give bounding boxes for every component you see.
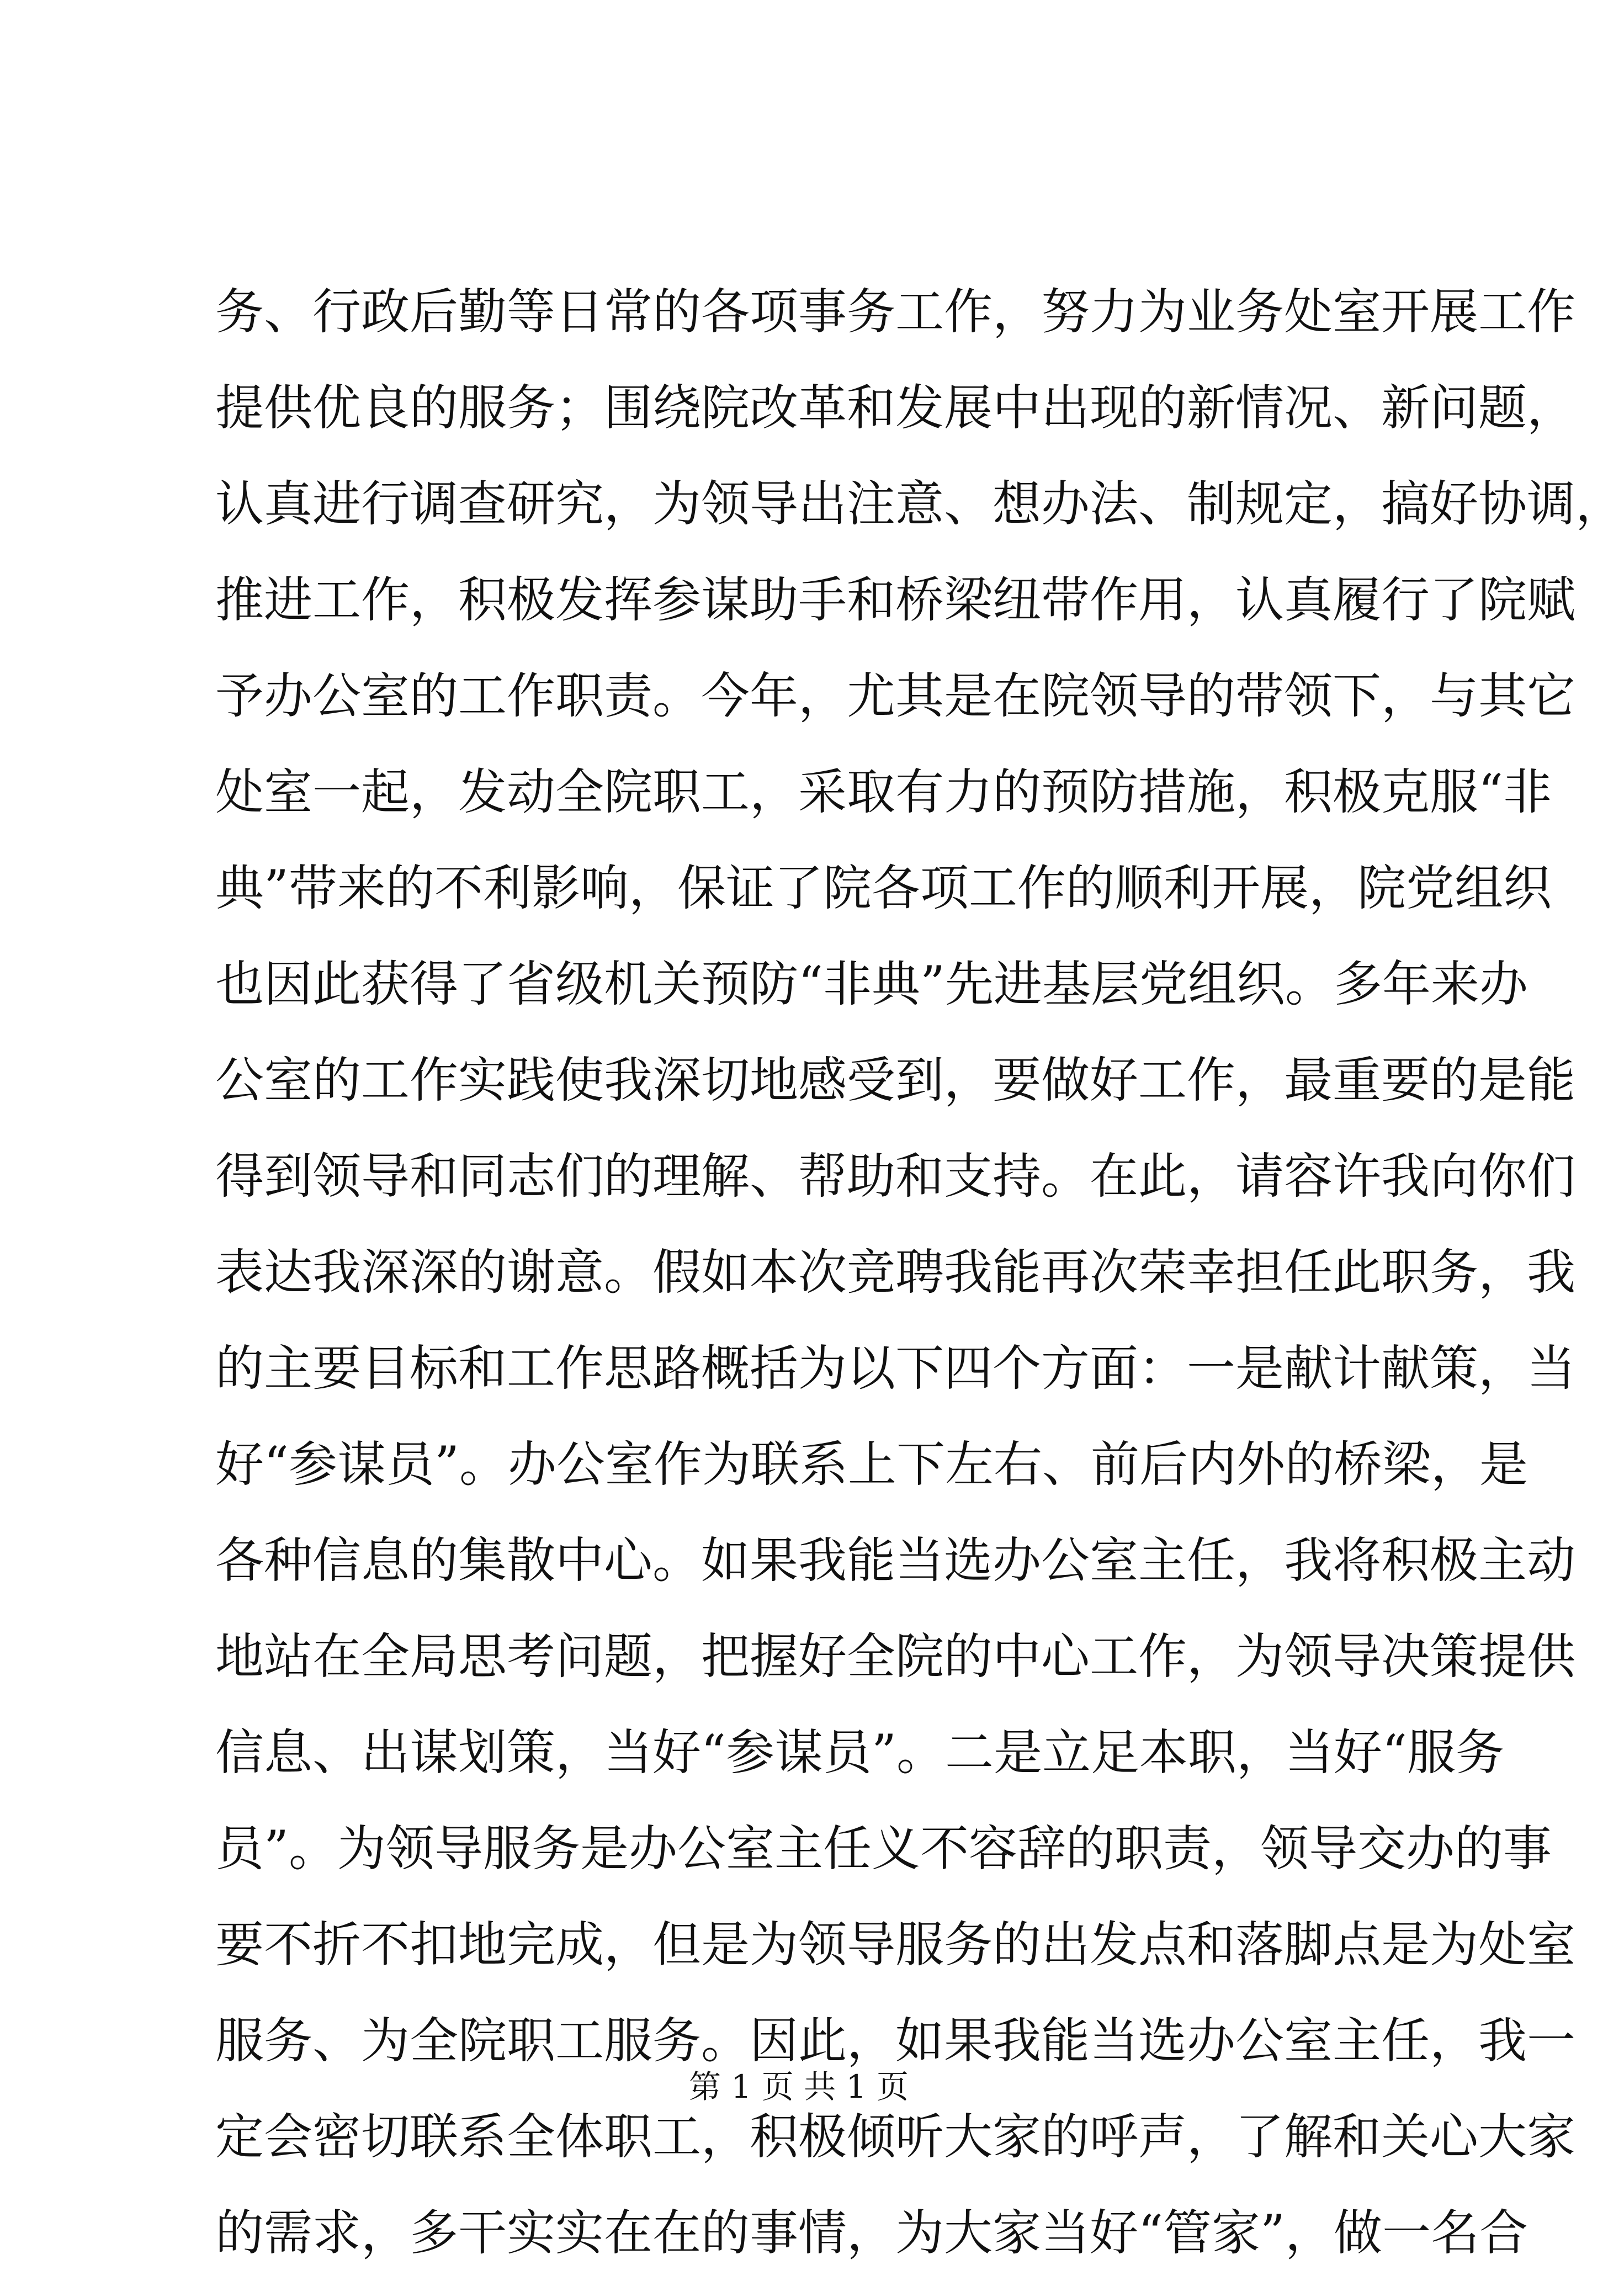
text-line: 员”。为领导服务是办公室主任义不容辞的职责，领导交办的事 (215, 1820, 1552, 1877)
text-line: 提供优良的服务；围绕院改革和发展中出现的新情况、新问题， (215, 379, 1576, 436)
page-footer: 第 1 页 共 1 页 (689, 2068, 909, 2105)
text-line: 地站在全局思考问题，把握好全院的中心工作，为领导决策提供 (215, 1628, 1576, 1685)
text-line: 定会密切联系全体职工，积极倾听大家的呼声，了解和关心大家 (215, 2108, 1576, 2165)
text-line: 予办公室的工作职责。今年，尤其是在院领导的带领下，与其它 (215, 667, 1576, 724)
text-line: 信息、出谋划策，当好“参谋员”。二是立足本职，当好“服务 (215, 1724, 1504, 1781)
text-line: 的主要目标和工作思路概括为以下四个方面：一是献计献策，当 (215, 1340, 1576, 1397)
text-line: 典”带来的不利影响，保证了院各项工作的顺利开展，院党组织 (215, 860, 1552, 916)
body-text (215, 264, 1624, 2281)
text-line: 好“参谋员”。办公室作为联系上下左右、前后内外的桥梁，是 (215, 1436, 1528, 1493)
text-line: 公室的工作实践使我深切地感受到，要做好工作，最重要的是能 (215, 1052, 1576, 1108)
text-line: 要不折不扣地完成，但是为领导服务的出发点和落脚点是为处室 (215, 1916, 1576, 1973)
text-line: 务、行政后勤等日常的各项事务工作，努力为业务处室开展工作 (215, 283, 1576, 340)
text-line: 也因此获得了省级机关预防“非典”先进基层党组织。多年来办 (215, 956, 1528, 1012)
text-line: 表达我深深的谢意。假如本次竞聘我能再次荣幸担任此职务，我 (215, 1244, 1576, 1301)
text-line: 得到领导和同志们的理解、帮助和支持。在此，请容许我向你们 (215, 1148, 1576, 1205)
text-line: 认真进行调查研究，为领导出注意、想办法、制规定，搞好协调， (215, 475, 1624, 532)
text-line: 服务、为全院职工服务。因此，如果我能当选办公室主任，我一 (215, 2012, 1576, 2069)
text-line: 各种信息的集散中心。如果我能当选办公室主任，我将积极主动 (215, 1532, 1576, 1589)
text-line: 的需求，多干实实在在的事情，为大家当好“管家”，做一名合 (215, 2204, 1528, 2261)
text-line: 处室一起，发动全院职工，采取有力的预防措施，积极克服“非 (215, 763, 1552, 820)
text-line: 推进工作，积极发挥参谋助手和桥梁纽带作用，认真履行了院赋 (215, 571, 1576, 628)
